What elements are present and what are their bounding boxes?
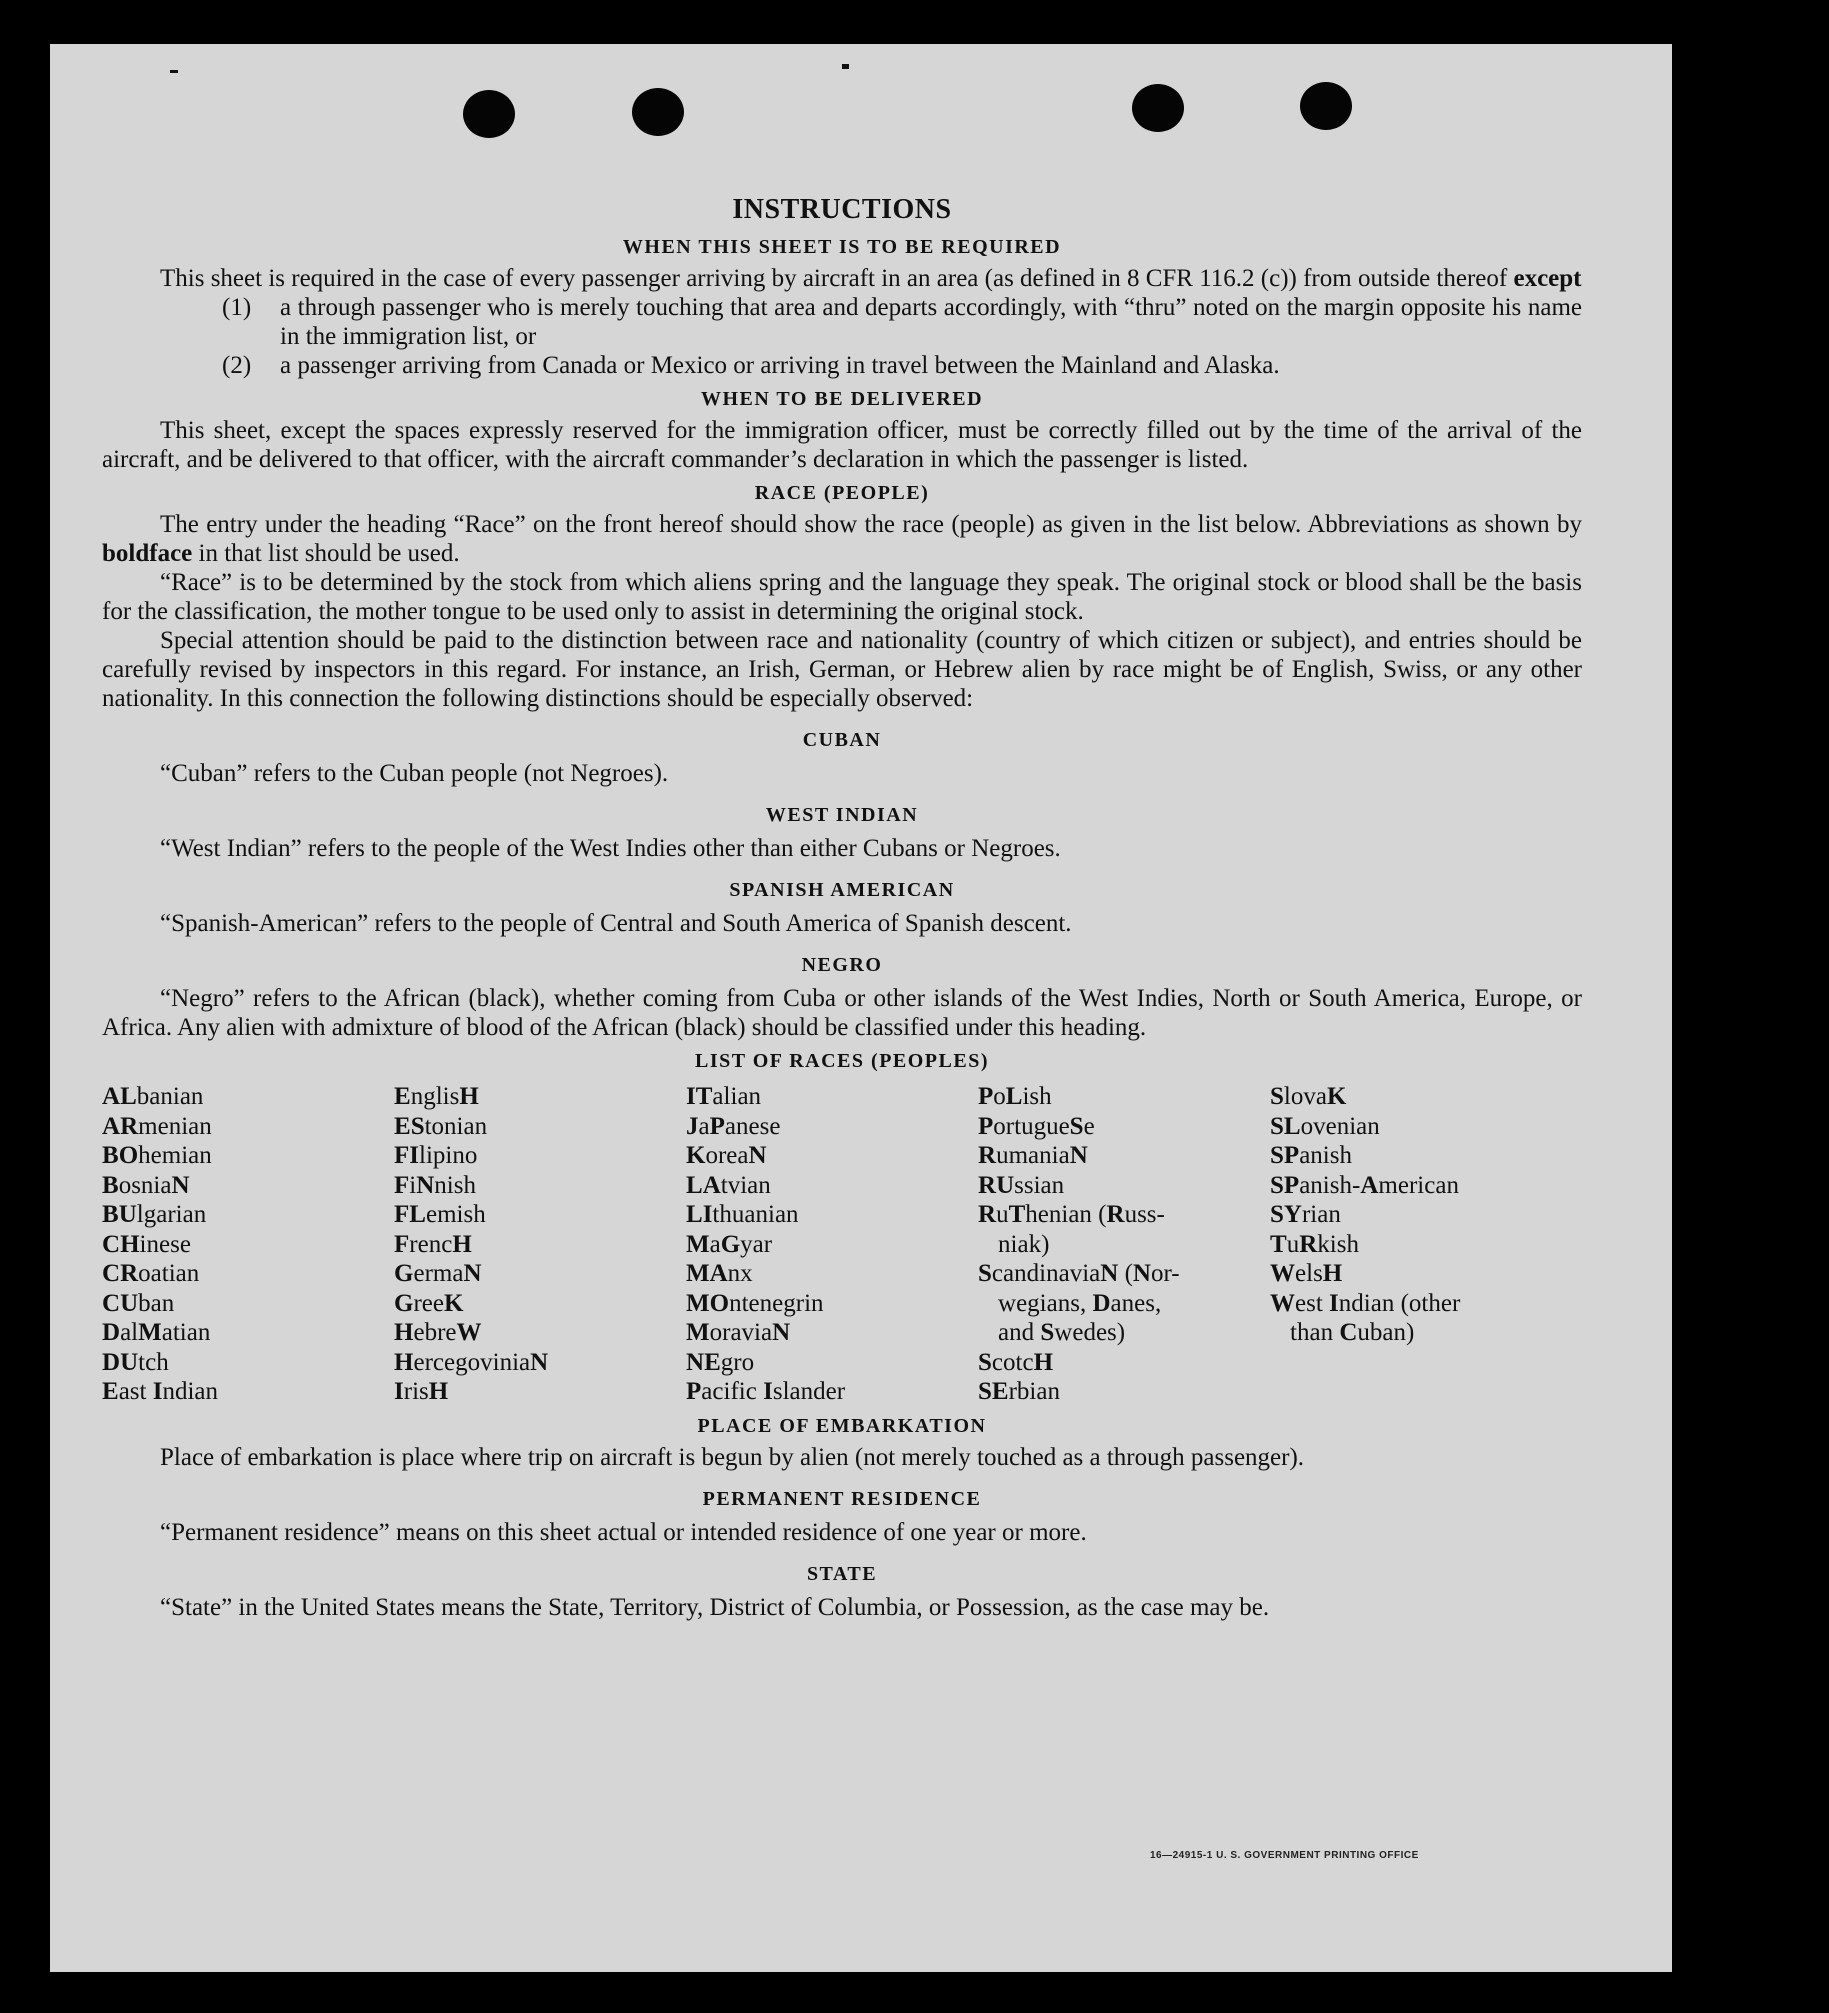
section-heading: SPANISH AMERICAN bbox=[729, 879, 955, 901]
section-heading: STATE bbox=[806, 1562, 878, 1585]
paragraph: “Cuban” refers to the Cuban people (not Negroes). bbox=[160, 760, 669, 787]
item-text: a through passenger who is merely touching that area and departs accordingly, with “thru” noted on the margin opposite his name in the immigration list, or bbox=[280, 294, 1582, 350]
race-entry: PortugueSe bbox=[978, 1112, 1095, 1140]
race-entry: CHinese bbox=[102, 1230, 191, 1258]
item-number: (1) bbox=[222, 294, 252, 321]
race-entry: EStonian bbox=[394, 1112, 488, 1140]
paragraph: “Race” is to be determined by the stock from which aliens spring and the language they speak. The original stock or blood shall be the basis for the classification, the mother tongue to be used only to assist in determining the original stock. bbox=[102, 569, 1582, 625]
punch-hole bbox=[632, 88, 684, 136]
race-entry: SPanish-American bbox=[1270, 1171, 1459, 1199]
race-entry: MoraviaN bbox=[686, 1319, 791, 1346]
punch-hole bbox=[463, 90, 515, 138]
race-entry: TuRkish bbox=[1270, 1230, 1359, 1258]
section-heading: WHEN THIS SHEET IS TO BE REQUIRED bbox=[622, 236, 1062, 258]
race-entry: ScotcH bbox=[978, 1348, 1054, 1376]
race-column bbox=[686, 1082, 978, 1407]
race-entry: CUban bbox=[102, 1289, 175, 1317]
race-entry: MaGyar bbox=[686, 1230, 773, 1258]
list-item bbox=[102, 293, 1582, 351]
race-entry: SLovenian bbox=[1270, 1112, 1380, 1140]
race-entry: FrencH bbox=[394, 1230, 472, 1258]
paragraph-bold-text: boldface bbox=[102, 540, 193, 567]
race-entry: ARmenian bbox=[102, 1112, 212, 1140]
race-entry: SErbian bbox=[978, 1378, 1060, 1405]
paragraph-text: in that list should be used. bbox=[192, 540, 460, 567]
race-entry: East Indian bbox=[102, 1378, 219, 1405]
race-entry: JaPanese bbox=[686, 1112, 781, 1140]
race-column bbox=[394, 1082, 686, 1407]
race-entry: GreeK bbox=[394, 1289, 464, 1317]
paper-speck bbox=[170, 70, 178, 73]
section-heading: PERMANENT RESIDENCE bbox=[702, 1487, 982, 1510]
race-entry: BosniaN bbox=[102, 1171, 190, 1199]
punch-hole bbox=[1132, 84, 1184, 132]
page-title: INSTRUCTIONS bbox=[732, 194, 952, 225]
race-entry: RUssian bbox=[978, 1171, 1065, 1199]
punch-hole bbox=[1300, 82, 1352, 130]
document-page bbox=[50, 44, 1672, 1972]
race-entry: LIthuanian bbox=[686, 1201, 799, 1228]
race-entry: SYrian bbox=[1270, 1201, 1341, 1228]
race-entry: KoreaN bbox=[686, 1142, 767, 1169]
paragraph-text: This sheet is required in the case of every passenger arriving by aircraft in an area (as defined in 8 CFR 116.2 (c)) from outside thereof bbox=[160, 265, 1514, 292]
race-column bbox=[978, 1082, 1270, 1407]
race-entry: WelsH bbox=[1270, 1260, 1343, 1287]
race-entry: and Swedes) bbox=[998, 1319, 1126, 1346]
race-entry: NEgro bbox=[686, 1348, 755, 1376]
paragraph: This sheet, except the spaces expressly reserved for the immigration officer, must be correctly filled out by the time of the arrival of the aircraft, and be delivered to that officer, with the aircraft commander’s declaration in which the passenger is listed. bbox=[102, 417, 1582, 473]
item-number: (2) bbox=[222, 352, 252, 379]
section-heading: WHEN TO BE DELIVERED bbox=[700, 388, 984, 410]
race-entry: niak) bbox=[998, 1230, 1050, 1258]
section-heading: RACE (PEOPLE) bbox=[754, 482, 930, 504]
race-entry: SPanish bbox=[1270, 1142, 1352, 1169]
section-heading: NEGRO bbox=[801, 954, 883, 976]
race-entry: than Cuban) bbox=[1290, 1319, 1415, 1346]
race-entry: HercegoviniaN bbox=[394, 1348, 549, 1376]
paper-speck bbox=[842, 64, 849, 69]
race-entry: ITalian bbox=[686, 1083, 762, 1110]
race-entry: DalMatian bbox=[102, 1319, 211, 1346]
paragraph bbox=[102, 510, 1582, 568]
race-entry: SlovaK bbox=[1270, 1083, 1347, 1110]
paragraph: Special attention should be paid to the distinction between race and nationality (country of which citizen or subject), and entries should be carefully revised by inspectors in this regard. For instance, an Irish, German, or Hebrew alien by race might be of English, Swiss, or any other nationality. In this connection the following distinctions should be especially observed: bbox=[102, 627, 1582, 712]
race-entry: BOhemian bbox=[102, 1142, 212, 1169]
race-entry: BUlgarian bbox=[102, 1201, 207, 1228]
paragraph: “State” in the United States means the State, Territory, District of Columbia, or Possession, as the case may be. bbox=[160, 1593, 1270, 1621]
paragraph-bold-text: except bbox=[1513, 265, 1582, 292]
item-text: a passenger arriving from Canada or Mexico or arriving in travel between the Mainland and Alaska. bbox=[280, 352, 1280, 379]
paragraph: Place of embarkation is place where trip on aircraft is begun by alien (not merely touched as a through passenger). bbox=[160, 1443, 1305, 1471]
paragraph-text: The entry under the heading “Race” on the front hereof should show the race (people) as given in the list below. Abbreviations as shown by bbox=[160, 511, 1582, 538]
paragraph bbox=[102, 264, 1582, 293]
race-entry: West Indian (other bbox=[1270, 1289, 1461, 1317]
section-heading: CUBAN bbox=[802, 729, 882, 751]
race-entry: HebreW bbox=[394, 1319, 482, 1346]
race-entry: wegians, Danes, bbox=[998, 1289, 1162, 1317]
section-heading: PLACE OF EMBARKATION bbox=[697, 1414, 987, 1437]
paragraph: “Negro” refers to the African (black), whether coming from Cuba or other islands of the West Indies, North or South America, Europe, or Africa. Any alien with admixture of blood of the African (black) should be classified under this heading. bbox=[102, 985, 1582, 1041]
race-entry: ALbanian bbox=[102, 1083, 204, 1110]
race-entry: FLemish bbox=[394, 1201, 486, 1228]
race-entry: MOntenegrin bbox=[686, 1289, 824, 1317]
race-entry: DUtch bbox=[102, 1348, 169, 1376]
race-column bbox=[1270, 1082, 1562, 1407]
race-entry: Pacific Islander bbox=[686, 1378, 846, 1405]
race-entry: FiNnish bbox=[394, 1171, 476, 1199]
race-entry: RumaniaN bbox=[978, 1142, 1088, 1169]
race-entry: PoLish bbox=[978, 1083, 1052, 1110]
race-entry: ScandinaviaN (Nor- bbox=[978, 1260, 1180, 1287]
instructions-body bbox=[102, 152, 1582, 1622]
race-entry: LAtvian bbox=[686, 1171, 771, 1199]
section-heading: WEST INDIAN bbox=[765, 804, 919, 826]
list-item bbox=[102, 351, 1582, 380]
race-entry: RuThenian (Russ- bbox=[978, 1201, 1165, 1228]
race-column bbox=[102, 1082, 394, 1407]
race-entry: MAnx bbox=[686, 1260, 753, 1287]
race-entry: EnglisH bbox=[394, 1083, 479, 1110]
printer-imprint: 16—24915-1 U. S. GOVERNMENT PRINTING OFFICE bbox=[1150, 1850, 1419, 1861]
section-heading: LIST OF RACES (PEOPLES) bbox=[694, 1050, 989, 1072]
paragraph: “Permanent residence” means on this sheet actual or intended residence of one year or more. bbox=[160, 1518, 1087, 1546]
race-entry: IrisH bbox=[394, 1378, 449, 1405]
race-entry: FIlipino bbox=[394, 1142, 478, 1169]
race-entry: GermaN bbox=[394, 1260, 482, 1287]
paragraph: “Spanish-American” refers to the people of Central and South America of Spanish descent. bbox=[160, 910, 1072, 937]
paragraph: “West Indian” refers to the people of the West Indies other than either Cubans or Negroes. bbox=[160, 835, 1061, 862]
race-entry: CRoatian bbox=[102, 1260, 200, 1287]
race-list bbox=[102, 1082, 1582, 1407]
